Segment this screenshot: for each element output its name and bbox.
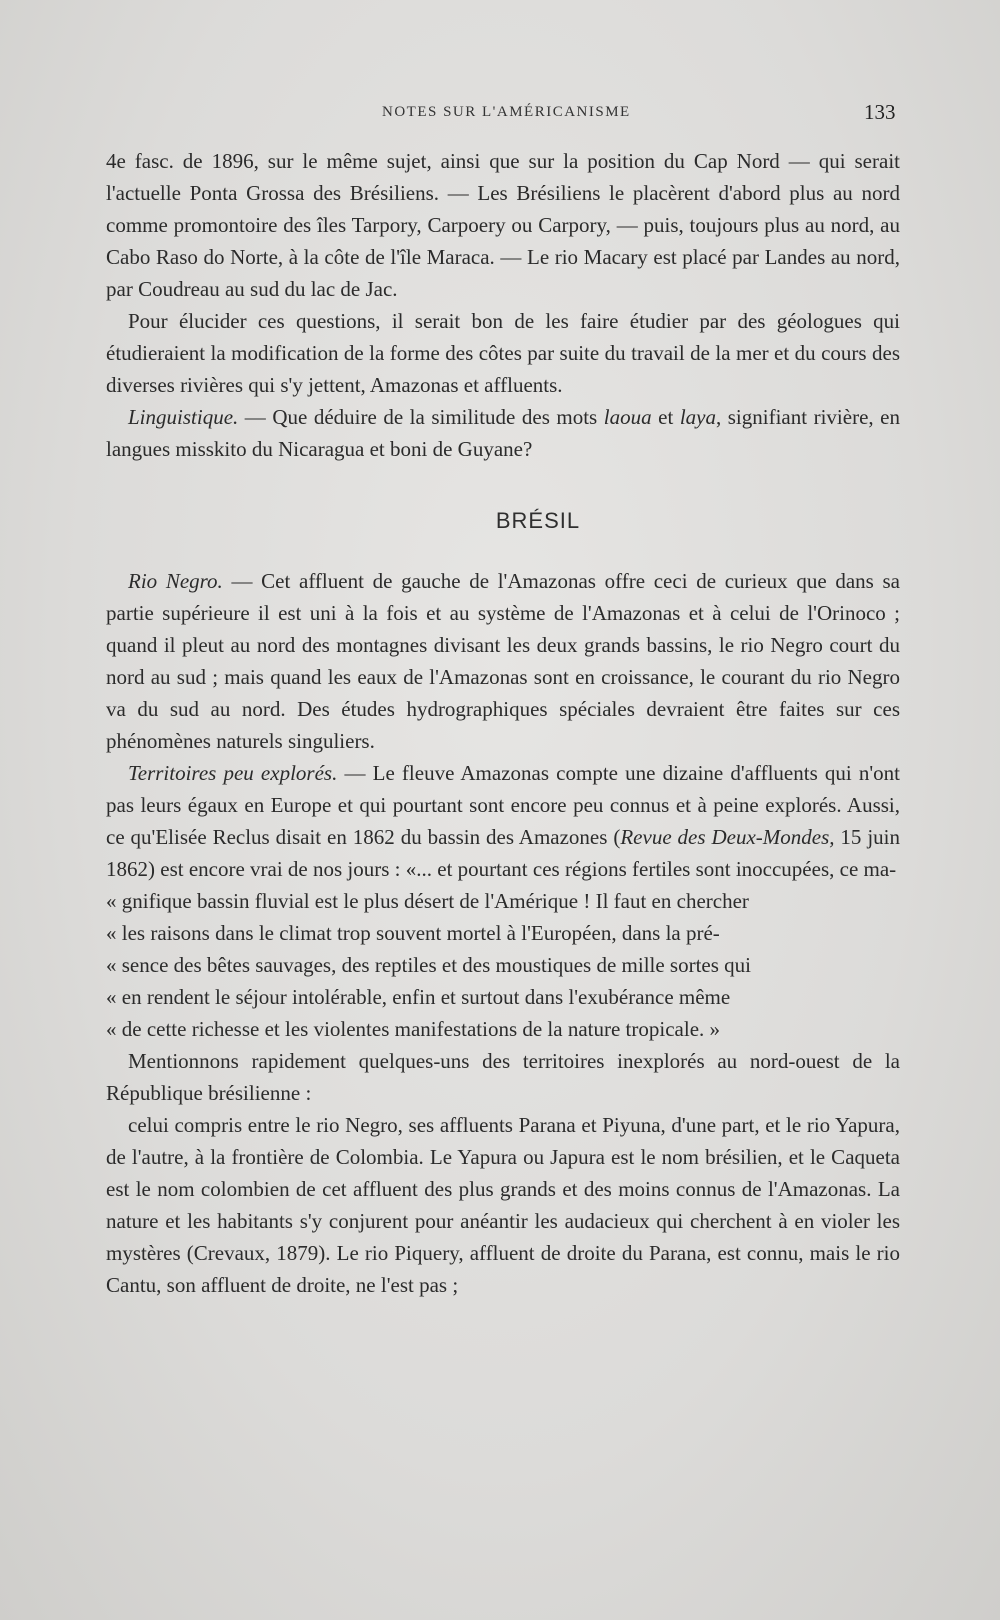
paragraph-rio-negro	[106, 565, 900, 757]
running-head	[0, 100, 1000, 130]
word-laya: laya	[679, 405, 716, 429]
quote-line: « de cette richesse et les violentes manifestations de la nature tropicale. »	[106, 1017, 721, 1041]
quote-line: « en rendent le séjour intolérable, enfin et surtout dans l'exubérance même	[106, 985, 731, 1009]
rio-negro-text: — Cet affluent de gauche de l'Amazonas offre ceci de curieux que dans sa partie supérieure il est uni à la fois et au système de l'Amazonas et à celui de l'Orinoco ; quand il pleut au nord des montagnes divisant les deux grands bassins, le rio Negro court du nord au sud ; mais quand les eaux de l'Amazonas sont en croissance, le courant du rio Negro va du sud au nord. Des études hydrographiques spéciales devraient être faites sur ces phénomènes naturels singuliers.	[106, 569, 900, 753]
linguistique-text-middle: et	[651, 405, 680, 429]
linguistique-text-before: — Que déduire de la similitude des mots	[238, 405, 604, 429]
page-number: 133	[864, 100, 896, 124]
linguistique-text-after: , signifiant rivière, en langues misskito du Nicaragua et boni de Guyane?	[106, 405, 900, 461]
paragraph-linguistique	[106, 401, 900, 465]
rubric-territoires: Territoires peu explorés.	[128, 761, 338, 785]
rubric-linguistique: Linguistique.	[128, 405, 239, 429]
journal-title: Revue des Deux-Mondes,	[620, 825, 835, 849]
paragraph-geologues: Pour élucider ces questions, il serait bon de les faire étudier par des géologues qui étudieraient la modification de la forme des côtes par suite du travail de la mer et du cours des diverses rivières qui s'y jettent, Amazonas et affluents.	[106, 309, 900, 397]
rubric-rio-negro: Rio Negro.	[128, 569, 223, 593]
territoires-text-before: — Le fleuve Amazonas compte une dizaine d'affluents qui n'ont pas leurs égaux en Europe et qui pourtant sont encore peu connus et à peine explorés. Aussi, ce qu'Elisée Reclus disait en 1862 du bassin des Amazones (	[106, 761, 900, 849]
quote-line: « sence des bêtes sauvages, des reptiles et des moustiques de mille sortes qui	[106, 953, 752, 977]
running-title: NOTES SUR L'AMÉRICANISME	[382, 104, 631, 120]
quote-line: « gnifique bassin fluvial est le plus désert de l'Amérique ! Il faut en chercher	[106, 889, 749, 913]
reclus-quote	[106, 885, 900, 1045]
paragraph-cap-nord: 4e fasc. de 1896, sur le même sujet, ainsi que sur la position du Cap Nord — qui serait l'actuelle Ponta Grossa des Brésiliens. — Les Brésiliens le placèrent d'abord plus au nord comme promontoire des îles Tarpory, Carpoery ou Carpory, — puis, toujours plus au nord, au Cabo Raso do Norte, à la côte de l'île Maraca. — Le rio Macary est placé par Landes au nord, par Coudreau au sud du lac de Jac.	[106, 149, 900, 301]
paragraph-rio-negro-yapura: celui compris entre le rio Negro, ses affluents Parana et Piyuna, d'une part, et le rio Yapura, de l'autre, à la frontière de Colombia. Le Yapura ou Japura est le nom brésilien, et le Caqueta est le nom colombien de cet affluent des plus grands et des moins connus de l'Amazonas. La nature et les habitants s'y conjurent pour anéantir les audacieux qui cherchent à en violer les mystères (Crevaux, 1879). Le rio Piquery, affluent de droite du Parana, est connu, mais le rio Cantu, son affluent de droite, ne l'est pas ;	[106, 1113, 900, 1297]
paragraph-mentionnons: Mentionnons rapidement quelques-uns des territoires inexplorés au nord-ouest de la République brésilienne :	[106, 1049, 900, 1105]
section-heading-bresil: BRÉSIL	[495, 508, 581, 533]
word-laoua: laoua	[603, 405, 652, 429]
body-text	[106, 145, 900, 1301]
paragraph-territoires	[106, 757, 900, 885]
quote-line: « les raisons dans le climat trop souvent mortel à l'Européen, dans la pré-	[106, 921, 720, 945]
territoires-text-after: 15 juin 1862) est encore vrai de nos jours : «... et pourtant ces régions fertiles sont inoccupées, ce ma-	[106, 825, 901, 881]
